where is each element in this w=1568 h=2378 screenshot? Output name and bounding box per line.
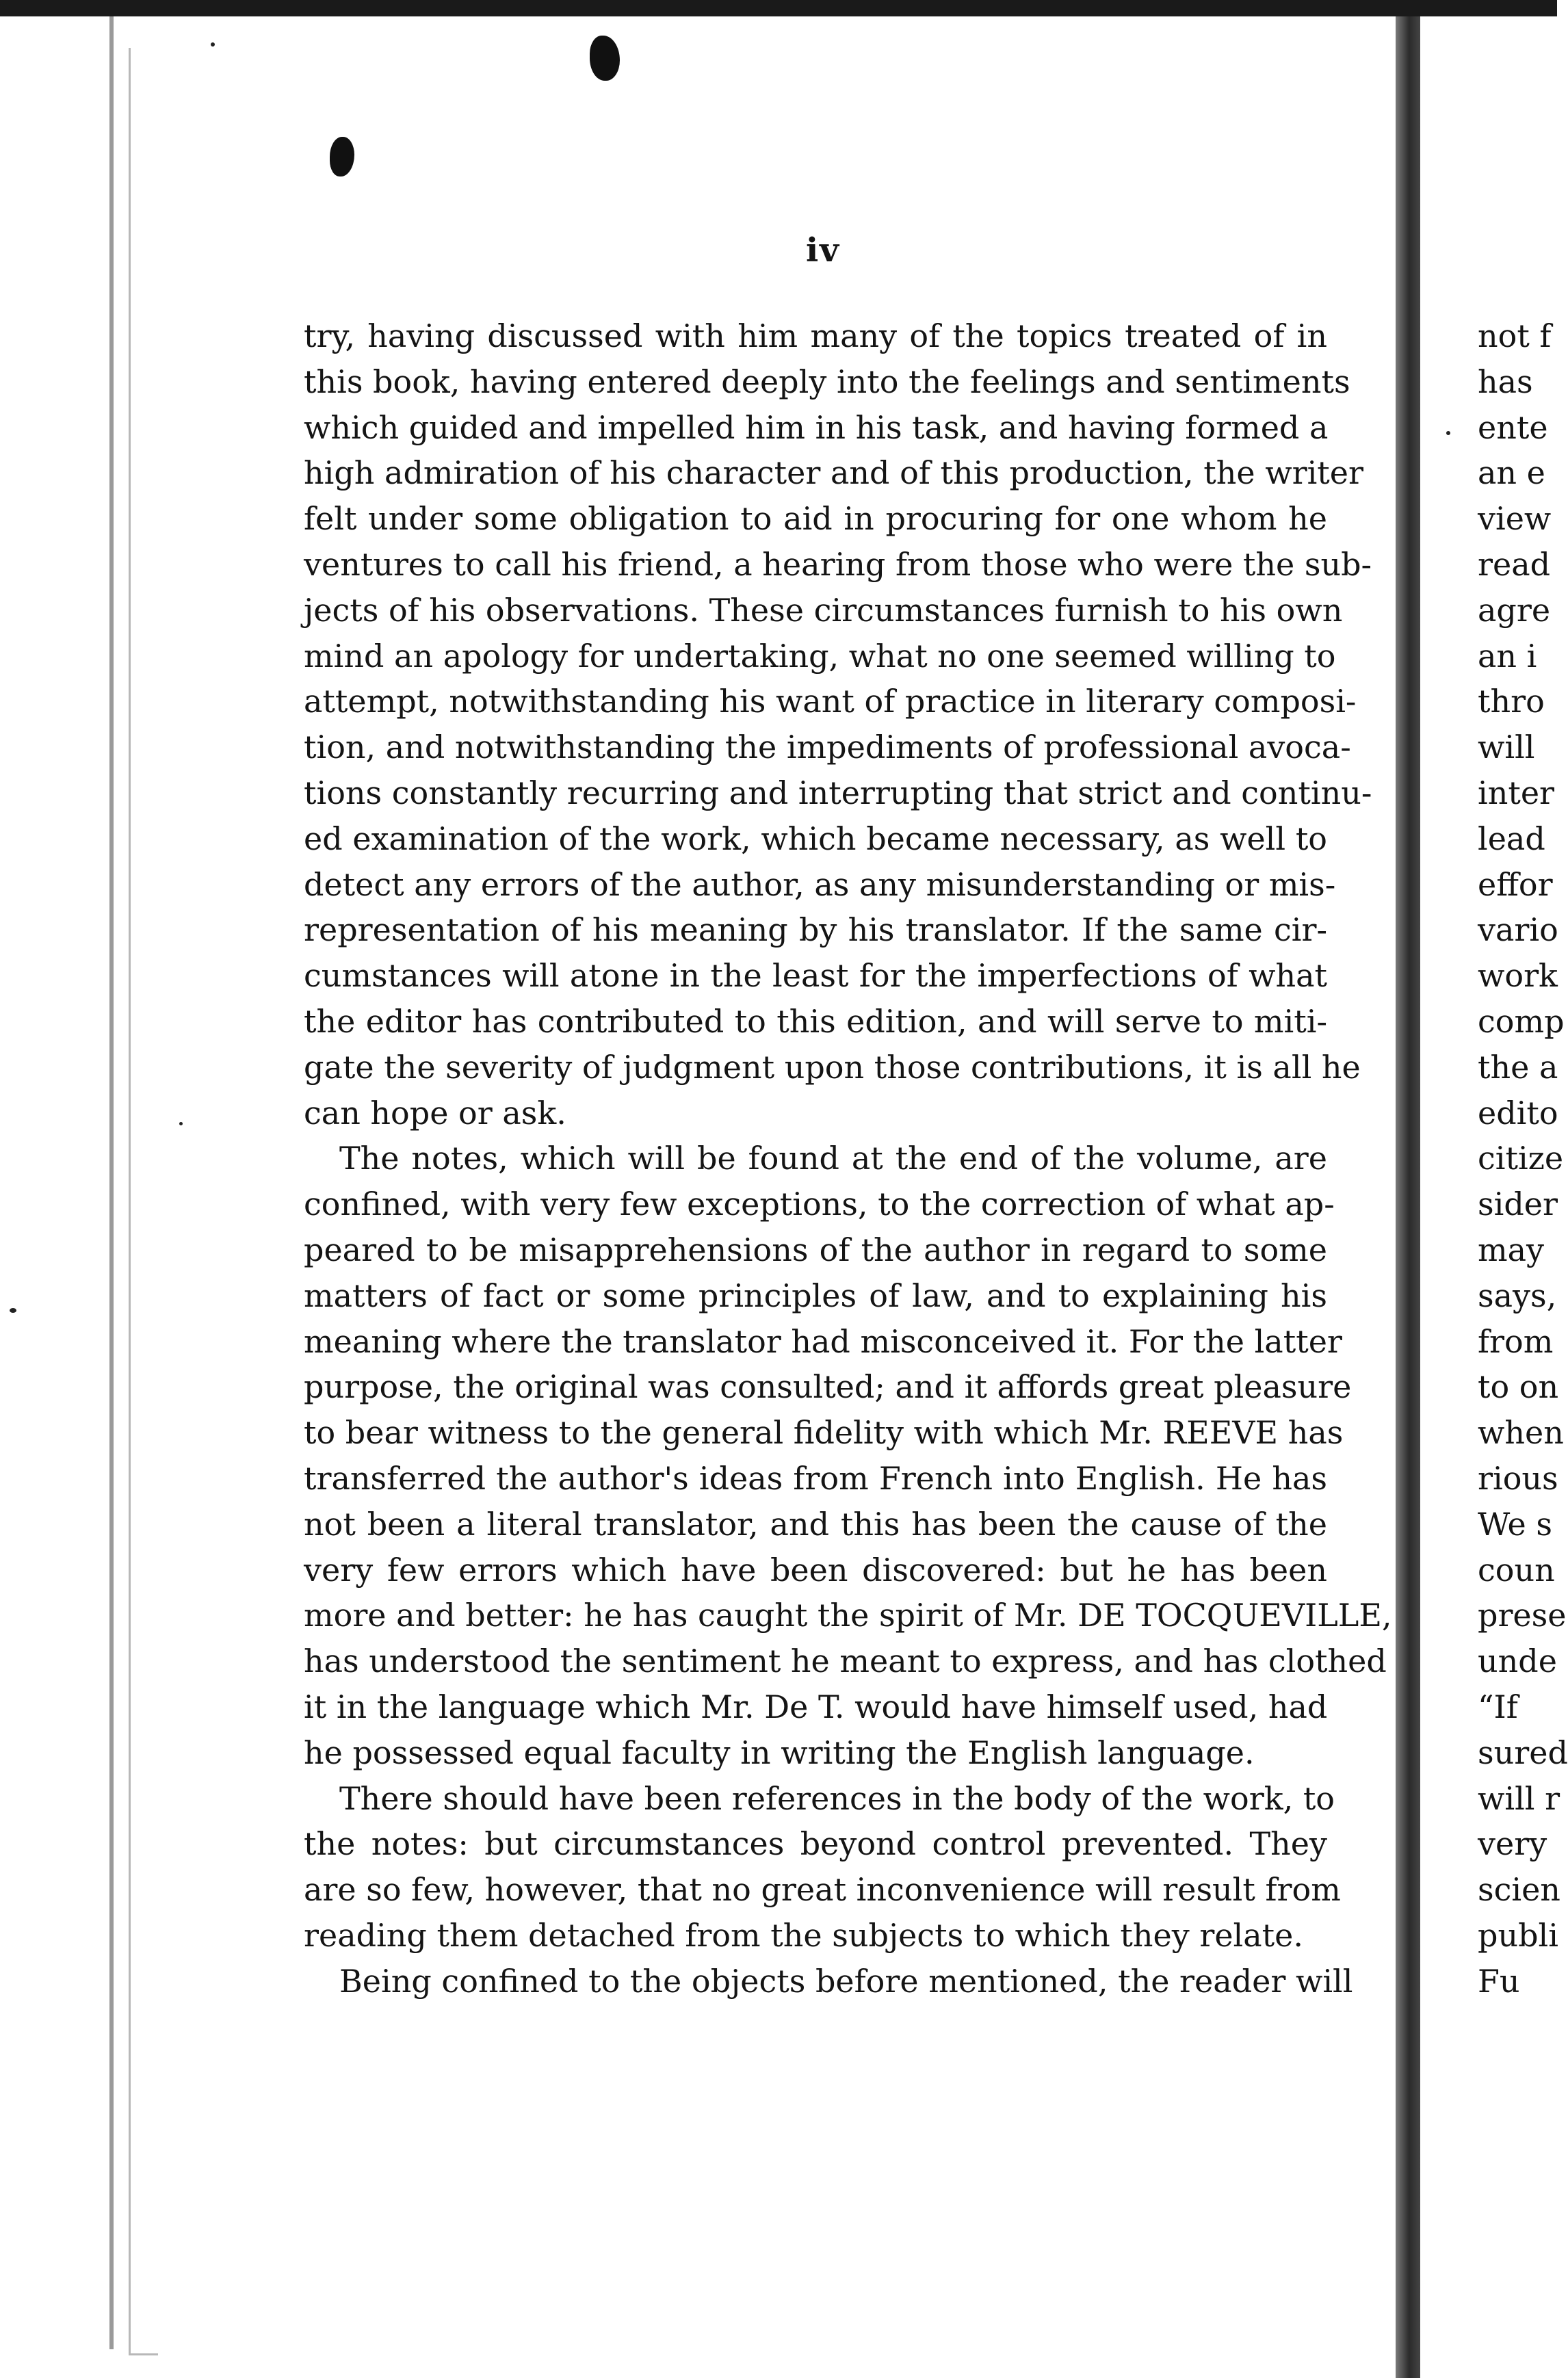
text-line: transferred the author's ideas from French into English. He has: [304, 1459, 1327, 1497]
text-line: ed examination of the work, which became necessary, as well to: [304, 820, 1327, 857]
facing-page-line: We s: [1478, 1505, 1552, 1543]
facing-page-line: vario: [1478, 911, 1558, 949]
book-gutter: [1396, 16, 1420, 2378]
text-line: matters of fact or some principles of law, and to explaining his: [304, 1277, 1327, 1314]
facing-page-line: from: [1478, 1322, 1554, 1360]
text-line: not been a literal translator, and this has been the cause of the: [304, 1505, 1327, 1543]
text-line: peared to be misapprehensions of the author in regard to some: [304, 1231, 1327, 1268]
text-line: to bear witness to the general fidelity with which Mr. REEVE has: [304, 1414, 1344, 1452]
ink-speck: [211, 42, 215, 47]
ink-speck: [179, 1122, 183, 1125]
text-line: try, having discussed with him many of the topics treated of in: [304, 317, 1327, 354]
text-line: Being confined to the objects before mentioned, the reader will: [339, 1962, 1353, 2000]
facing-page-line: says,: [1478, 1277, 1557, 1314]
facing-page-line: lead: [1478, 820, 1545, 857]
facing-page-line: edito: [1478, 1094, 1558, 1132]
facing-page-line: unde: [1478, 1643, 1557, 1680]
facing-page-line: prese: [1478, 1597, 1567, 1634]
facing-page-line: publi: [1478, 1916, 1558, 1954]
facing-page-line: thro: [1478, 683, 1545, 720]
facing-page-line: citize: [1478, 1140, 1564, 1177]
facing-page-line: when: [1478, 1414, 1564, 1452]
facing-page-line: the a: [1478, 1048, 1558, 1086]
text-line: can hope or ask.: [304, 1094, 566, 1132]
text-line: ventures to call his friend, a hearing from those who were the sub-: [304, 545, 1372, 583]
facing-page-line: has: [1478, 363, 1533, 400]
text-line: attempt, notwithstanding his want of practice in literary composi-: [304, 683, 1357, 720]
facing-page-text: [1478, 313, 1568, 2004]
facing-page-line: an i: [1478, 637, 1537, 675]
facing-page-line: rious: [1478, 1459, 1558, 1497]
text-line: The notes, which will be found at the end of the volume, are: [339, 1140, 1327, 1177]
body-text: [304, 313, 1392, 2004]
facing-page-line: may: [1478, 1231, 1545, 1268]
text-line: tion, and notwithstanding the impediments of professional avoca-: [304, 729, 1351, 766]
text-line: he possessed equal faculty in writing the English language.: [304, 1734, 1255, 1771]
facing-page-line: effor: [1478, 865, 1553, 903]
facing-page-line: very: [1478, 1825, 1547, 1863]
text-line: cumstances will atone in the least for the imperfections of what: [304, 957, 1327, 995]
text-line: are so few, however, that no great inconvenience will result from: [304, 1871, 1341, 1909]
facing-page-line: “If: [1478, 1688, 1518, 1725]
text-line: confined, with very few exceptions, to the correction of what ap-: [304, 1186, 1335, 1223]
text-line: has understood the sentiment he meant to express, and has clothed: [304, 1643, 1387, 1680]
text-line: it in the language which Mr. De T. would have himself used, had: [304, 1688, 1328, 1725]
text-line: meaning where the translator had misconceived it. For the latter: [304, 1322, 1342, 1360]
text-line: this book, having entered deeply into the feelings and sentiments: [304, 363, 1350, 400]
text-line: very few errors which have been discovered: but he has been: [304, 1551, 1327, 1589]
text-line: which guided and impelled him in his task, and having formed a: [304, 408, 1329, 446]
text-line: mind an apology for undertaking, what no one seemed willing to: [304, 637, 1336, 675]
facing-page-line: comp: [1478, 1002, 1565, 1040]
ink-speck: [10, 1308, 16, 1313]
facing-page-line: will: [1478, 729, 1535, 766]
facing-page-line: view: [1478, 500, 1552, 538]
facing-page-line: work: [1478, 957, 1558, 995]
facing-page-line: coun: [1478, 1551, 1555, 1589]
text-line: There should have been references in the body of the work, to: [339, 1779, 1335, 1817]
facing-page-line: sured: [1478, 1734, 1568, 1771]
text-line: felt under some obligation to aid in procuring for one whom he: [304, 500, 1327, 538]
text-line: reading them detached from the subjects to which they relate.: [304, 1916, 1304, 1954]
facing-page-line: agre: [1478, 591, 1551, 629]
page-number: iv: [805, 231, 841, 270]
text-line: high admiration of his character and of this production, the writer: [304, 454, 1363, 492]
text-line: gate the severity of judgment upon those contributions, it is all he: [304, 1048, 1361, 1086]
text-line: tions constantly recurring and interrupting that strict and continu-: [304, 774, 1372, 811]
text-line: purpose, the original was consulted; and it affords great pleasure: [304, 1368, 1352, 1406]
facing-page-line: scien: [1478, 1871, 1560, 1909]
text-line: the editor has contributed to this edition, and will serve to miti-: [304, 1002, 1327, 1040]
text-line: jects of his observations. These circumstances furnish to his own: [304, 591, 1343, 629]
text-line: detect any errors of the author, as any misunderstanding or mis-: [304, 865, 1336, 903]
facing-page-line: to on: [1478, 1368, 1559, 1406]
scan-top-border: [0, 0, 1557, 16]
facing-page-line: Fu: [1478, 1962, 1520, 2000]
facing-page-line: inter: [1478, 774, 1555, 811]
ink-speck: [1446, 431, 1450, 435]
text-line: more and better: he has caught the spirit of Mr. DE TOCQUEVILLE,: [304, 1597, 1392, 1634]
facing-page-line: not f: [1478, 317, 1552, 354]
facing-page-line: an e: [1478, 454, 1545, 492]
facing-page-line: ente: [1478, 408, 1548, 446]
page-edge-shadow: [129, 48, 158, 2355]
text-line: representation of his meaning by his translator. If the same cir-: [304, 911, 1327, 949]
facing-page-line: read: [1478, 545, 1551, 583]
text-line: the notes: but circumstances beyond control prevented. They: [304, 1825, 1327, 1863]
facing-page-line: will r: [1478, 1779, 1560, 1817]
facing-page-line: sider: [1478, 1186, 1558, 1223]
